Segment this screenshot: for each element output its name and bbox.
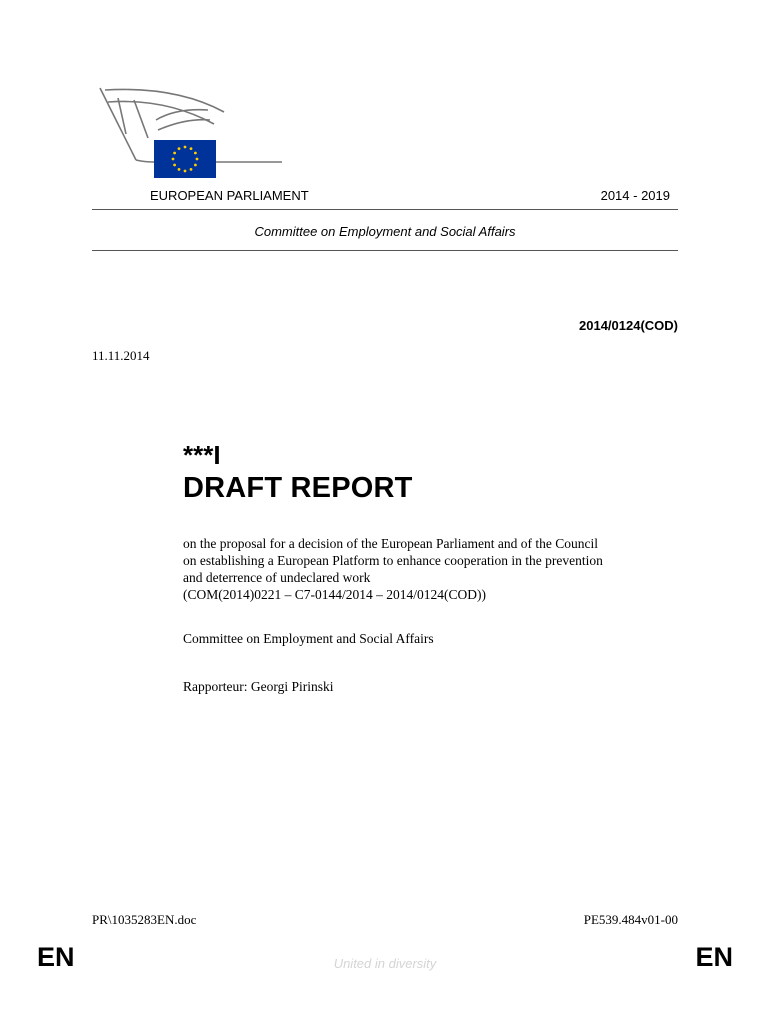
parliamentary-term: 2014 - 2019 (600, 188, 670, 203)
document-date: 11.11.2014 (92, 348, 150, 363)
language-code-left: EN (37, 942, 75, 972)
subject-line: and deterrence of undeclared work (183, 570, 371, 585)
eu-flag-icon (154, 140, 216, 178)
document-reference: PR\1035283EN.doc (92, 912, 197, 927)
header-divider-bottom (92, 250, 678, 251)
report-subject (183, 535, 683, 603)
subject-line: on establishing a European Platform to enhance cooperation in the prevention (183, 553, 603, 568)
procedure-stars: ***I (183, 440, 221, 470)
institution-name: EUROPEAN PARLIAMENT (150, 188, 309, 203)
header-divider-top (92, 209, 678, 210)
responsible-committee: Committee on Employment and Social Affairs (183, 631, 434, 646)
language-code-right: EN (695, 942, 733, 972)
european-parliament-logo-icon (96, 84, 286, 180)
motto: United in diversity (333, 956, 437, 971)
header-committee: Committee on Employment and Social Affairs (254, 224, 516, 239)
rapporteur: Rapporteur: Georgi Pirinski (183, 679, 334, 694)
pe-reference: PE539.484v01-00 (583, 912, 678, 927)
procedure-number: 2014/0124(COD) (579, 318, 678, 333)
subject-line: (COM(2014)0221 – C7-0144/2014 – 2014/0124(COD)) (183, 587, 486, 602)
document-title: DRAFT REPORT (183, 472, 413, 504)
subject-line: on the proposal for a decision of the European Parliament and of the Council (183, 536, 599, 551)
